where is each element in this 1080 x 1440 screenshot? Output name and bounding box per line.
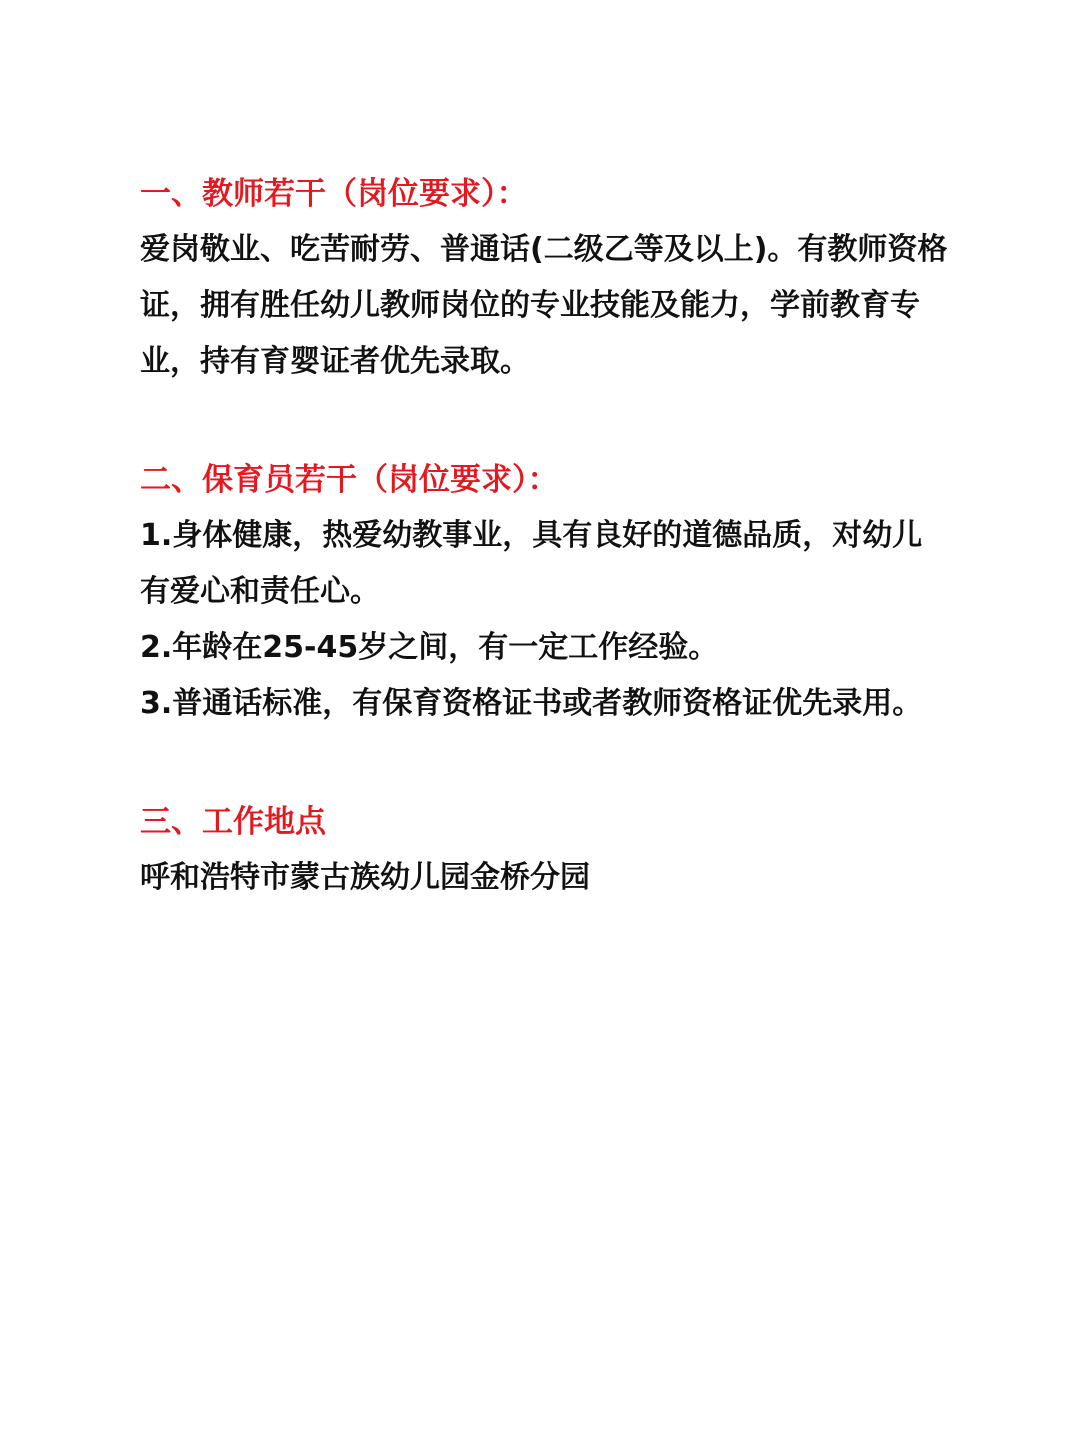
section-teacher bbox=[140, 166, 950, 390]
document-page bbox=[140, 166, 950, 906]
section-heading-teacher: 一、教师若干（岗位要求）： bbox=[140, 176, 528, 212]
section-location bbox=[140, 794, 950, 906]
section-caregiver bbox=[140, 452, 950, 732]
work-location-text: 呼和浩特市蒙古族幼儿园金桥分园 bbox=[140, 860, 590, 895]
caregiver-requirement-3: 3.普通话标准，有保育资格证书或者教师资格证优先录用。 bbox=[140, 686, 923, 721]
section-heading-location: 三、工作地点 bbox=[140, 804, 326, 840]
caregiver-requirement-2: 2.年龄在25-45岁之间，有一定工作经验。 bbox=[140, 630, 719, 665]
section-heading-caregiver: 二、保育员若干（岗位要求）： bbox=[140, 462, 559, 498]
teacher-requirements-text: 爱岗敬业、吃苦耐劳、普通话(二级乙等及以上)。有教师资格证，拥有胜任幼儿教师岗位的专业技能及能力，学前教育专业，持有育婴证者优先录取。 bbox=[140, 232, 948, 379]
caregiver-requirement-1: 1.身体健康，热爱幼教事业，具有良好的道德品质，对幼儿有爱心和责任心。 bbox=[140, 518, 923, 609]
